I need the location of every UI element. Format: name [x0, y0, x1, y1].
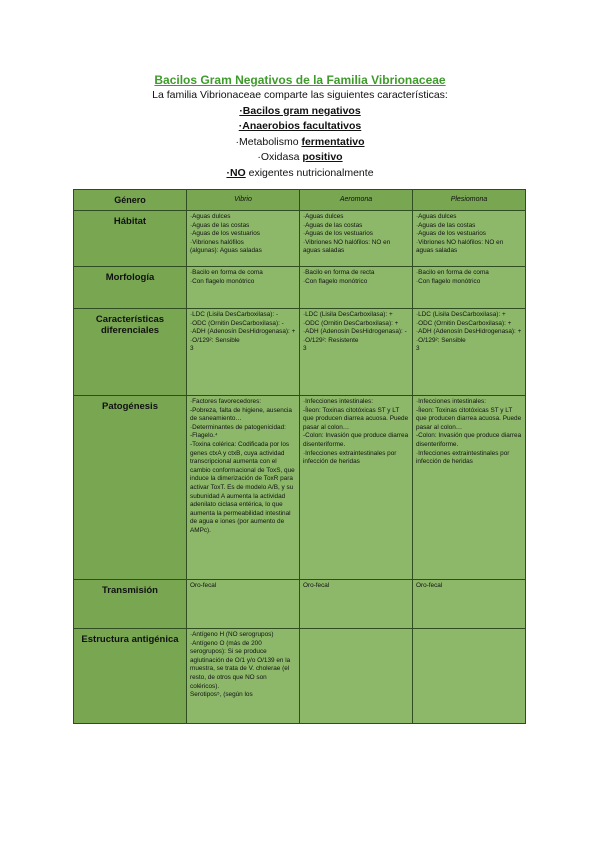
cell-line: ·LDC (Lisila DesCarboxilasa): + — [416, 311, 506, 318]
cell-line: ·ADH (Adenosín DesHidrogenasa): + — [416, 328, 522, 336]
cell-line: ·LDC (Lisila DesCarboxilasa): + — [303, 311, 393, 318]
table-row — [74, 309, 526, 396]
feature-metabolism-label: ·Metabolismo — [235, 135, 302, 148]
page-title: Bacilos Gram Negativos de la Familia Vibrionaceae — [154, 73, 446, 87]
feature-nutrition-text: exigentes nutricionalmente — [245, 166, 374, 179]
cell-line: ·Con flagelo monótrico — [303, 277, 368, 285]
table-cell — [300, 629, 413, 724]
feature-oxidase-value: positivo — [302, 151, 343, 163]
cell-line: ·Aguas de las costas — [303, 221, 363, 229]
cell-line: ·ODC (Ornitin DesCarboxilasa): + — [416, 319, 512, 327]
row-label: Hábitat — [74, 211, 187, 267]
feature-facultative-anaerobe: ·Anaerobios facultativos — [238, 120, 362, 132]
cell-line: -Colon: Invasión que produce diarrea disenteriforme. — [303, 432, 409, 448]
cell-line: ·Factores favorecedores: — [190, 398, 262, 405]
cell-line: ·ODC (Ornitin DesCarboxilasa): - — [190, 319, 284, 327]
table-cell — [413, 309, 526, 396]
cell-line: Oro-fecal — [303, 582, 330, 589]
header-genus: Género — [74, 190, 187, 211]
table-cell — [413, 629, 526, 724]
cell-line: ·O/129²: Sensible — [190, 336, 240, 344]
table-cell — [300, 580, 413, 629]
table-row — [74, 580, 526, 629]
cell-line: ·Aguas de las costas — [190, 221, 250, 229]
feature-gram-negative: ·Bacilos gram negativos — [239, 104, 361, 117]
table-cell — [413, 396, 526, 580]
cell-line: ·Aguas de los vestuarios — [416, 230, 486, 238]
row-label: Patogénesis — [74, 396, 187, 580]
cell-line: ·Vibriones NO halófilos: NO en aguas saladas — [303, 238, 391, 255]
table-cell — [413, 580, 526, 629]
cell-line: ·ADH (Adenosín DesHidrogenasa): + — [190, 328, 296, 336]
cell-line: ·Aguas de los vestuarios — [190, 230, 260, 238]
feature-metabolism — [0, 135, 600, 151]
cell-line: 3 — [416, 345, 420, 353]
feature-nutrition-no: ·NO — [226, 166, 246, 179]
feature-nutrition — [0, 166, 600, 182]
cell-line: ·Aguas de las costas — [416, 221, 476, 229]
feature-oxidase — [0, 150, 600, 166]
table-row — [74, 629, 526, 724]
comparison-table — [73, 189, 526, 724]
table-cell — [187, 267, 300, 309]
table-cell — [300, 309, 413, 396]
cell-line: ·Antígeno H (NO serogrupos) — [190, 631, 274, 638]
cell-line: -Íleon: Toxinas citotóxicas ST y LT que producen diarrea acuosa. Puede pasar al colon… — [416, 406, 522, 431]
cell-line: ·Infecciones extraintestinales por infección de heridas — [416, 449, 510, 466]
intro-block — [0, 88, 600, 181]
feature-oxidase-label: ·Oxidasa — [257, 151, 303, 163]
table-cell — [413, 267, 526, 309]
table-cell — [187, 211, 300, 267]
cell-line: ·ODC (Ornitin DesCarboxilasa): + — [303, 319, 399, 327]
table-cell — [300, 211, 413, 267]
cell-line: ·Bacilo en forma de recta — [303, 269, 375, 276]
row-label: Transmisión — [74, 580, 187, 629]
cell-line: ·Vibriones halófilos — [190, 238, 244, 246]
cell-line: ·Determinantes de patogenicidad: — [190, 423, 286, 431]
cell-line: -Colon: Invasión que produce diarrea disenteriforme. — [416, 432, 522, 448]
cell-line: 3 — [190, 345, 194, 353]
cell-line: (algunas): Aguas saladas — [190, 247, 262, 255]
cell-line: ·Bacilo en forma de coma — [190, 269, 263, 276]
cell-line: ·ADH (Adenosín DesHidrogenasa): - — [303, 328, 407, 336]
cell-line: ·O/129²: Sensible — [416, 336, 466, 344]
cell-line: ·Aguas dulces — [416, 213, 457, 220]
cell-line: ·Infecciones extraintestinales por infección de heridas — [303, 449, 397, 466]
table-cell — [187, 396, 300, 580]
table-cell — [300, 396, 413, 580]
cell-line: ·LDC (Lisila DesCarboxilasa): - — [190, 311, 279, 318]
table-header-row — [74, 190, 526, 211]
cell-line: ·Antígeno O (más de 200 serogrupos): Si se produce aglutinación de O/1 y/o O/139 en la muestra, se trata de V. cholerae (el resto, de otros que NO son coléricos). — [190, 639, 291, 690]
table-cell — [187, 629, 300, 724]
cell-line: ·Vibriones NO halófilos: NO en aguas saladas — [416, 238, 504, 255]
intro-line: La familia Vibrionaceae comparte las siguientes características: — [152, 89, 448, 101]
cell-line: ·Aguas dulces — [190, 213, 231, 220]
cell-line: ·Infecciones intestinales: — [303, 398, 373, 405]
header-plesiomona: Plesiomona — [413, 190, 526, 211]
table-cell — [187, 580, 300, 629]
table-row — [74, 211, 526, 267]
cell-line: -Íleon: Toxinas citotóxicas ST y LT que producen diarrea acuosa. Puede pasar al colon… — [303, 406, 409, 431]
table-cell — [413, 211, 526, 267]
cell-line: Oro-fecal — [416, 582, 443, 589]
row-label: Estructura antigénica — [74, 629, 187, 724]
cell-line: ·Aguas de los vestuarios — [303, 230, 373, 238]
cell-line: -Toxina colérica: Codificada por los genes ctxA y ctxB, cuya actividad transcripcional aumenta con el cambio conformacional de ToxS, que induce la dimerización de ToxR para activar ToxT. Es de modelo A/B, y su subunidad A aumenta la actividad adenilato ciclasa entérica, lo que aumenta la permeabilidad intestinal de agua e iones (por aumento de AMPc). — [190, 440, 295, 534]
cell-line: ·Bacilo en forma de coma — [416, 269, 489, 276]
cell-line: ·Aguas dulces — [303, 213, 344, 220]
feature-metabolism-value: fermentativo — [301, 135, 365, 148]
cell-line: ·Infecciones intestinales: — [416, 398, 486, 405]
table-row — [74, 396, 526, 580]
cell-line: -Pobreza, falta de higiene, ausencia de saneamiento… — [190, 406, 292, 423]
table-cell — [300, 267, 413, 309]
cell-line: ·Con flagelo monótrico — [416, 277, 481, 285]
row-label: Características diferenciales — [74, 309, 187, 396]
cell-line: 3 — [303, 345, 307, 353]
header-vibrio: Vibrio — [187, 190, 300, 211]
cell-line: ·O/129²: Resistente — [303, 336, 359, 344]
cell-line: Serotipos⁵, (según los — [190, 691, 253, 699]
row-label: Morfología — [74, 267, 187, 309]
table-cell — [187, 309, 300, 396]
cell-line: ·Con flagelo monótrico — [190, 277, 255, 285]
table-row — [74, 267, 526, 309]
cell-line: -Flagelo.⁴ — [190, 432, 218, 440]
cell-line: Oro-fecal — [190, 582, 217, 589]
header-aeromona: Aeromona — [300, 190, 413, 211]
